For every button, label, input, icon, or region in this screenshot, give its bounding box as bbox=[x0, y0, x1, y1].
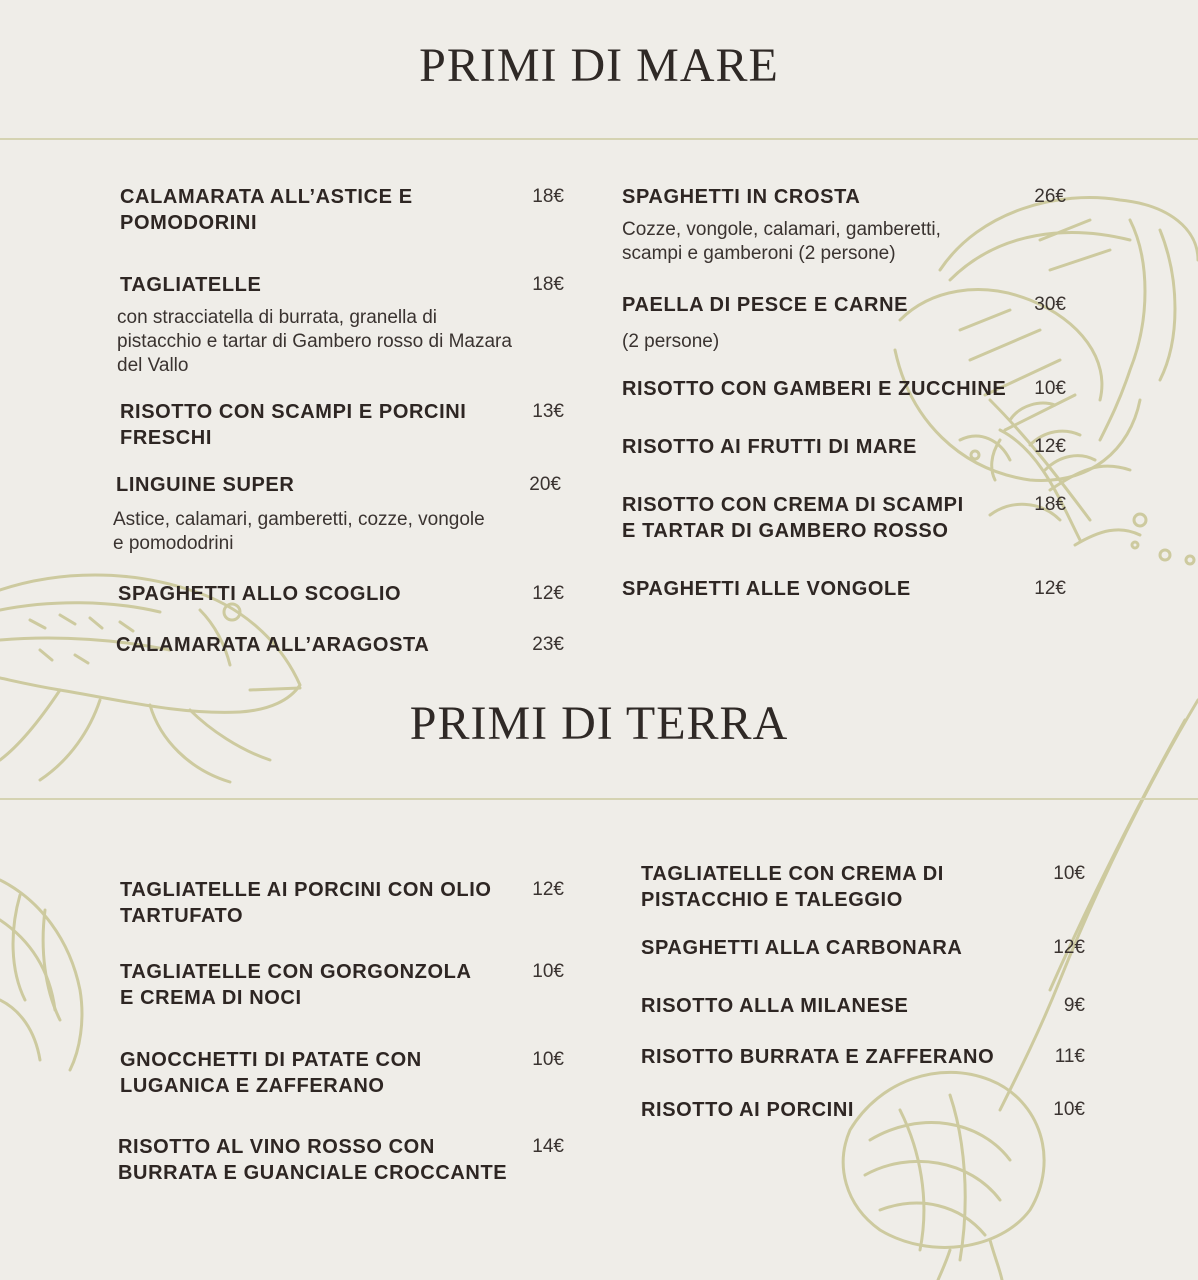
menu-item-name: RISOTTO CON SCAMPI E PORCINI FRESCHI bbox=[120, 401, 467, 449]
menu-item-price: 14€ bbox=[532, 1136, 564, 1157]
menu-item-name: TAGLIATELLE AI PORCINI CON OLIO TARTUFATO bbox=[120, 879, 492, 927]
menu-item-name: GNOCCHETTI DI PATATE CON LUGANICA E ZAFFERANO bbox=[120, 1049, 422, 1097]
menu-item-price: 10€ bbox=[1053, 1099, 1085, 1120]
menu-item-price: 18€ bbox=[532, 274, 564, 295]
menu-item-name: PAELLA DI PESCE E CARNE bbox=[622, 294, 909, 316]
menu-item-price: 9€ bbox=[1063, 995, 1085, 1016]
menu-item-price: 26€ bbox=[1034, 186, 1066, 207]
menu-item-description: Cozze, vongole, calamari, gamberetti, scampi e gamberoni (2 persone) bbox=[622, 219, 941, 264]
menu-item-name: SPAGHETTI ALLA CARBONARA bbox=[641, 937, 963, 959]
menu-item-price: 30€ bbox=[1034, 294, 1066, 315]
menu-item-name: TAGLIATELLE bbox=[120, 274, 262, 296]
menu-item-name: SPAGHETTI ALLO SCOGLIO bbox=[118, 583, 402, 605]
leaf-illustration bbox=[0, 880, 82, 1070]
menu-item-price: 11€ bbox=[1054, 1046, 1085, 1067]
menu-item-name: RISOTTO ALLA MILANESE bbox=[641, 995, 909, 1017]
menu-item-price: 10€ bbox=[1053, 863, 1085, 884]
menu-item-name: RISOTTO CON CREMA DI SCAMPI E TARTAR DI GAMBERO ROSSO bbox=[622, 494, 964, 542]
menu-item-name: SPAGHETTI IN CROSTA bbox=[622, 186, 861, 208]
menu-item-price: 18€ bbox=[532, 186, 564, 207]
menu-item-price: 12€ bbox=[1053, 937, 1085, 958]
menu-item-price: 12€ bbox=[1034, 578, 1066, 599]
menu-item-name: RISOTTO AL VINO ROSSO CON BURRATA E GUANCIALE CROCCANTE bbox=[118, 1136, 508, 1184]
menu-item-name: CALAMARATA ALL’ASTICE E POMODORINI bbox=[120, 186, 413, 234]
menu-item-name: RISOTTO AI PORCINI bbox=[641, 1099, 855, 1121]
menu-item-price: 10€ bbox=[1034, 378, 1066, 399]
menu-item-name: CALAMARATA ALL’ARAGOSTA bbox=[116, 634, 430, 656]
menu-item-price: 18€ bbox=[1034, 494, 1066, 515]
menu-item-name: LINGUINE SUPER bbox=[116, 474, 295, 496]
menu-item-name: RISOTTO AI FRUTTI DI MARE bbox=[622, 436, 917, 458]
fork-illustration bbox=[843, 700, 1198, 1280]
menu-item-price: 23€ bbox=[532, 634, 564, 655]
menu-item-price: 12€ bbox=[532, 583, 564, 604]
menu-item-price: 10€ bbox=[532, 1049, 564, 1070]
section-title-terra: PRIMI DI TERRA bbox=[409, 697, 789, 750]
section-divider bbox=[0, 138, 1198, 140]
menu-item-price: 12€ bbox=[532, 879, 564, 900]
menu-item-name: TAGLIATELLE CON GORGONZOLA E CREMA DI NOCI bbox=[120, 961, 471, 1009]
menu-item-price: 10€ bbox=[532, 961, 564, 982]
menu-item-description: con stracciatella di burrata, granella di pistacchio e tartar di Gambero rosso di Mazara del Vallo bbox=[117, 307, 512, 376]
menu-item-name: SPAGHETTI ALLE VONGOLE bbox=[622, 578, 911, 600]
menu-item-description: Astice, calamari, gamberetti, cozze, vongole e pomododrini bbox=[113, 509, 485, 554]
menu-item-name: TAGLIATELLE CON CREMA DI PISTACCHIO E TALEGGIO bbox=[641, 863, 944, 911]
menu-item-description: (2 persone) bbox=[622, 331, 720, 352]
menu-item-name: RISOTTO CON GAMBERI E ZUCCHINE bbox=[622, 378, 1007, 400]
menu-item-price: 13€ bbox=[532, 401, 564, 422]
menu-item-price: 20€ bbox=[529, 474, 561, 495]
menu-item-price: 12€ bbox=[1034, 436, 1066, 457]
section-divider bbox=[0, 798, 1198, 800]
section-title-mare: PRIMI DI MARE bbox=[419, 39, 779, 92]
menu-item-name: RISOTTO BURRATA E ZAFFERANO bbox=[641, 1046, 995, 1068]
